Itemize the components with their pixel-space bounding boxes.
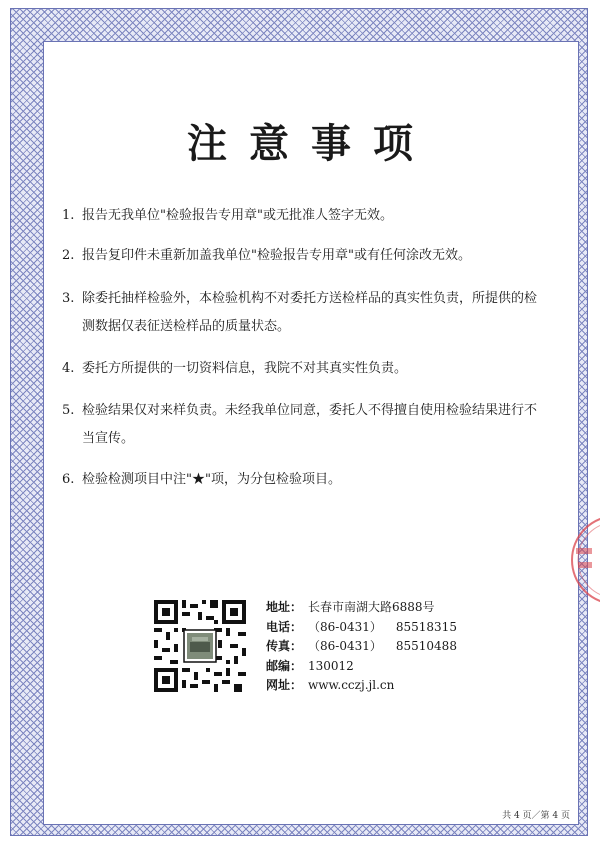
- address-row: [266, 598, 457, 618]
- phone-row: [266, 618, 457, 638]
- phone-value: 85518315: [395, 619, 457, 634]
- website-row: [266, 676, 457, 696]
- phone-area-code: （86-0431）: [308, 619, 382, 634]
- notice-item-3: [62, 285, 538, 341]
- phone-label: 电话：: [266, 619, 303, 634]
- notice-text: 报告无我单位"检验报告专用章"或无批准人签字无效。: [82, 208, 393, 223]
- website-label: 网址：: [266, 678, 303, 692]
- notice-text: 检验结果仅对来样负责。未经我单位同意，委托人不得擅自使用检验结果进行不当宣传。: [82, 403, 538, 446]
- notice-item-2: [62, 242, 538, 270]
- fax-value: 85510488: [395, 639, 457, 653]
- website-value: www.cczj.jl.cn: [308, 678, 395, 692]
- contact-info: [266, 598, 457, 696]
- page-title: 注意事项: [187, 120, 435, 167]
- postcode-value: 130012: [308, 658, 354, 673]
- notice-item-6: [62, 466, 538, 494]
- notice-number: 1.: [62, 208, 75, 223]
- qr-code-icon: [152, 598, 248, 694]
- notice-text: 委托方所提供的一切资料信息，我院不对其真实性负责。: [82, 361, 408, 376]
- notice-number: 6.: [62, 472, 75, 487]
- notice-number: 3.: [62, 291, 75, 306]
- postcode-label: 邮编：: [266, 658, 303, 673]
- notice-number: 4.: [62, 361, 75, 376]
- notice-item-5: [62, 397, 538, 453]
- fax-label: 传真：: [266, 639, 303, 653]
- official-seal-partial: [566, 512, 600, 608]
- address-label: 地址：: [266, 600, 303, 614]
- page-indicator: 共 4 页／第 4 页: [502, 811, 570, 821]
- notice-text: 报告复印件未重新加盖我单位"检验报告专用章"或有任何涂改无效。: [82, 248, 471, 263]
- notice-number: 2.: [62, 248, 75, 263]
- notice-item-1: [62, 202, 538, 230]
- notice-number: 5.: [62, 403, 75, 418]
- notice-text: 除委托抽样检验外，本检验机构不对委托方送检样品的真实性负责，所提供的检测数据仅表征送检样品的质量状态。: [82, 291, 538, 334]
- fax-row: [266, 637, 457, 657]
- notice-item-4: [62, 355, 538, 383]
- postcode-row: [266, 657, 457, 677]
- fax-area-code: （86-0431）: [308, 639, 382, 653]
- address-value: 长春市南湖大路6888号: [308, 600, 435, 614]
- notice-text: 检验检测项目中注"★"项，为分包检验项目。: [82, 472, 341, 487]
